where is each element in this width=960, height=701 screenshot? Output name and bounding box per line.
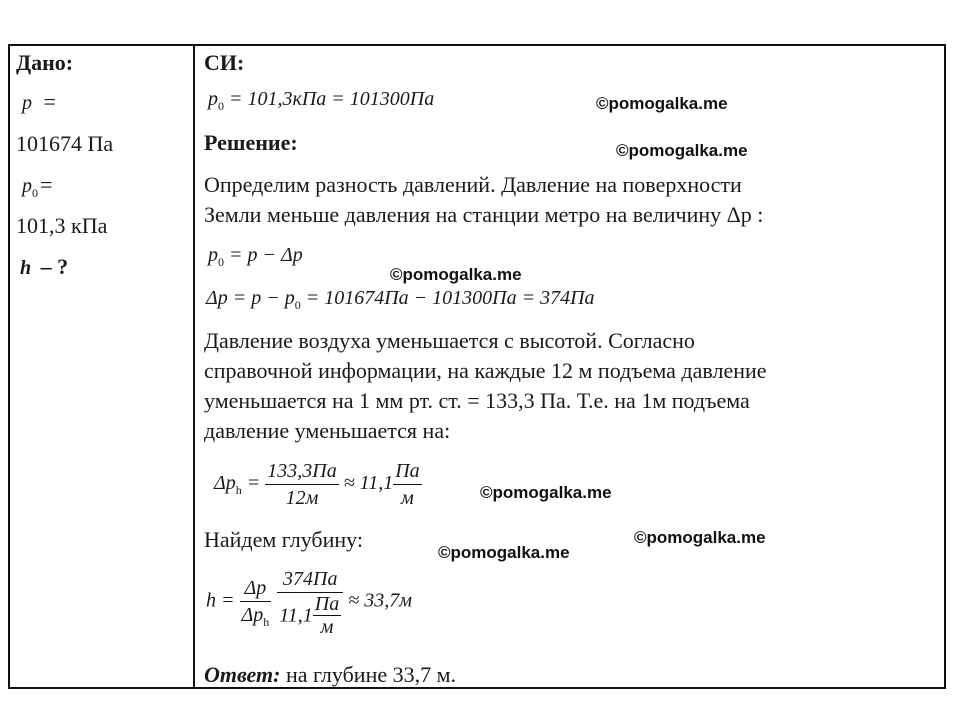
given-p-value: 101674 Па (16, 131, 114, 156)
solution-title: Решение: (204, 130, 298, 155)
para-2-line-4: давление уменьшается на: (204, 418, 451, 443)
given-title: Дано: (16, 50, 74, 75)
para-1-line-1: Определим разность давлений. Давление на поверхности (204, 172, 742, 197)
eq-3-fraction (265, 458, 338, 511)
eq-4-f1-den-sub: h (263, 614, 270, 629)
eq-4-f1-num: Δp (240, 575, 272, 602)
eq-4-lhs: h = (206, 589, 240, 612)
si-lhs: p (208, 88, 218, 110)
given-p (22, 89, 56, 115)
eq-4 (206, 566, 412, 638)
eq-4-f2-den-fraction (313, 593, 341, 638)
eq-3-num: 133,3Па (265, 458, 338, 485)
watermark: ©pomogalka.me (390, 265, 522, 284)
given-p-symbol: p (22, 92, 32, 114)
watermark: ©pomogalka.me (438, 543, 570, 562)
given-h (20, 254, 68, 280)
eq-3-lhs-sub: h (235, 483, 242, 498)
eq-4-f1-den-text: Δp (241, 603, 264, 626)
eq-3-unit-num: Па (393, 458, 421, 485)
eq-1-lhs: p (208, 244, 218, 266)
answer-text: на глубине 33,7 м. (280, 662, 457, 687)
eq-3-unit-fraction (393, 458, 421, 511)
eq-4-f2-den (277, 593, 343, 638)
si-line (208, 88, 434, 111)
given-p0-eq: = (40, 172, 53, 197)
eq-2-a: Δp = p − p (206, 287, 295, 309)
given-h-question: – ? (40, 254, 69, 279)
eq-2-b: = 101674Па − 101300Па = 374Па (300, 287, 595, 309)
watermark: ©pomogalka.me (480, 483, 612, 502)
si-rhs: = 101,3кПа = 101300Па (224, 88, 435, 110)
answer-label: Ответ: (204, 662, 281, 687)
para-2 (204, 326, 767, 446)
eq-4-f1-den (240, 602, 272, 630)
eq-3 (214, 458, 422, 511)
given-p-eq: = (43, 89, 56, 114)
eq-3-approx: ≈ 11,1 (338, 472, 394, 495)
eq-4-result: ≈ 33,7м (343, 589, 412, 612)
depth-label: Найдем глубину: (204, 527, 363, 552)
given-p0-sub: 0 (32, 186, 38, 200)
eq-3-unit-den: м (401, 487, 414, 509)
eq-1 (208, 244, 303, 267)
para-1-line-2: Земли меньше давления на станции метро на величину Δp : (204, 202, 764, 227)
eq-4-f2-den-den: м (320, 616, 334, 638)
eq-2-a-sub: 0 (294, 298, 301, 312)
given-h-symbol: h (20, 257, 32, 279)
eq-1-lhs-sub: 0 (218, 255, 224, 269)
watermark: ©pomogalka.me (634, 528, 766, 547)
given-p0-symbol: p (22, 175, 32, 197)
para-2-line-2: справочной информации, на каждые 12 м подъема давление (204, 358, 767, 383)
eq-3-den: 12м (285, 487, 319, 509)
given-p0-value: 101,3 кПа (16, 213, 108, 238)
eq-4-f2-num: 374Па (277, 566, 343, 593)
para-2-line-3: уменьшается на 1 мм рт. ст. = 133,3 Па. Т.е. на 1м подъема (204, 388, 750, 413)
si-lhs-sub: 0 (218, 99, 224, 113)
eq-4-fraction-1 (240, 575, 272, 630)
column-divider (193, 44, 195, 689)
para-1 (204, 170, 763, 230)
eq-4-fraction-2 (277, 566, 343, 638)
answer (204, 662, 456, 688)
eq-4-f2-den-num: Па (314, 593, 340, 615)
para-2-line-1: Давление воздуха уменьшается с высотой. Согласно (204, 328, 695, 353)
eq-3-lhs: Δp (214, 472, 236, 495)
si-title: СИ: (204, 50, 245, 75)
eq-2 (206, 287, 595, 310)
eq-4-f2-den-a: 11,1 (279, 604, 313, 627)
watermark: ©pomogalka.me (616, 141, 748, 160)
eq-3-eq: = (241, 472, 266, 495)
watermark: ©pomogalka.me (596, 94, 728, 113)
eq-1-rhs: = p − Δp (224, 244, 303, 266)
given-p0 (22, 172, 52, 198)
